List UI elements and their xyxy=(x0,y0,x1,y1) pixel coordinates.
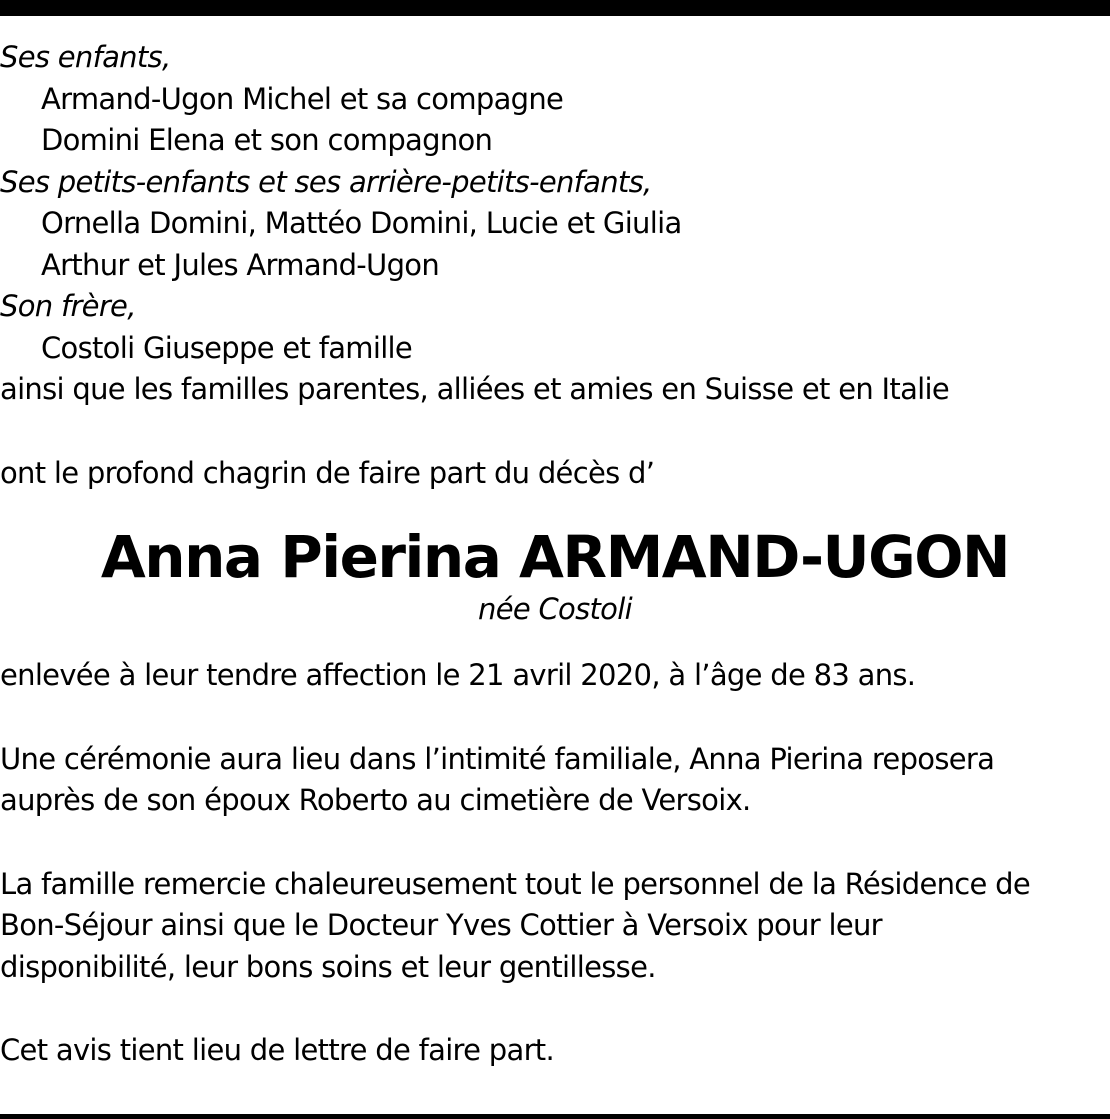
extended-family-line: ainsi que les familles parentes, alliées et amies en Suisse et en Italie xyxy=(0,372,949,406)
ceremony-line: Une cérémonie aura lieu dans l’intimité familiale, Anna Pierina reposera xyxy=(0,741,995,776)
thanks-line: disponibilité, leur bons soins et leur gentillesse. xyxy=(0,949,656,984)
top-rule xyxy=(0,0,1110,16)
deceased-name: Anna Pierina ARMAND-UGON xyxy=(100,523,1010,591)
grandchild-line: Arthur et Jules Armand-Ugon xyxy=(41,247,440,282)
announcement-line: ont le profond chagrin de faire part du décès d’ xyxy=(0,455,655,490)
brother-heading: Son frère, xyxy=(0,289,136,323)
brother-line: Costoli Giuseppe et famille xyxy=(41,330,413,365)
maiden-name: née Costoli xyxy=(478,592,632,626)
death-date-line: enlevée à leur tendre affection le 21 avril 2020, à l’âge de 83 ans. xyxy=(0,658,916,692)
child-line: Armand-Ugon Michel et sa compagne xyxy=(41,81,564,116)
grandchild-line: Ornella Domini, Mattéo Domini, Lucie et Giulia xyxy=(41,206,682,240)
children-heading: Ses enfants, xyxy=(0,40,171,74)
child-line: Domini Elena et son compagnon xyxy=(41,123,493,157)
thanks-line: Bon-Séjour ainsi que le Docteur Yves Cottier à Versoix pour leur xyxy=(0,908,882,942)
ceremony-line: auprès de son époux Roberto au cimetière de Versoix. xyxy=(0,783,751,817)
death-notice xyxy=(0,37,1110,1072)
grandchildren-heading: Ses petits-enfants et ses arrière-petits-enfants, xyxy=(0,164,652,199)
thanks-line: La famille remercie chaleureusement tout le personnel de la Résidence de xyxy=(0,866,1031,901)
closing-line: Cet avis tient lieu de lettre de faire part. xyxy=(0,1033,554,1067)
bottom-rule xyxy=(0,1114,1110,1119)
